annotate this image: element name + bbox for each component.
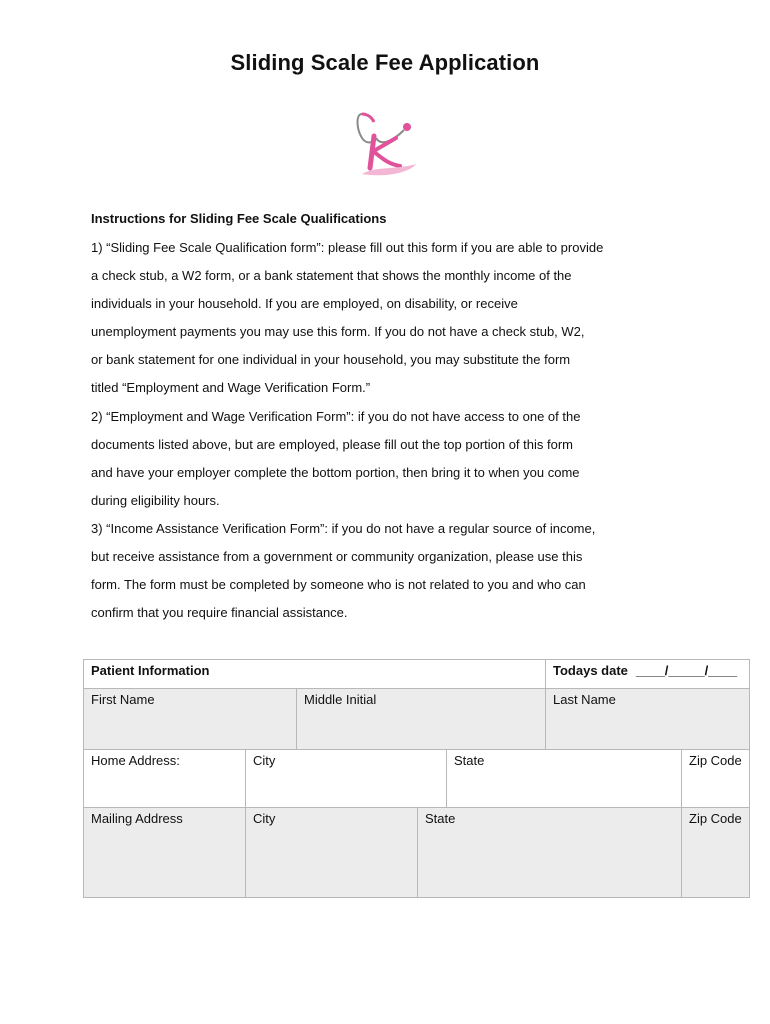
mailing-state-field[interactable]: [418, 808, 682, 898]
instructions-line: form. The form must be completed by someone who is not related to you and who can: [91, 577, 586, 593]
instructions-line: confirm that you require financial assistance.: [91, 605, 348, 621]
mailing-zip-field[interactable]: [682, 808, 750, 898]
instructions-line: a check stub, a W2 form, or a bank statement that shows the monthly income of the: [91, 268, 572, 284]
last-name-field[interactable]: [546, 689, 750, 750]
instructions-line: documents listed above, but are employed, please fill out the top portion of this form: [91, 436, 573, 452]
instructions-line: or bank statement for one individual in your household, you may substitute the form: [91, 352, 571, 368]
page-title: Sliding Scale Fee Application: [230, 50, 540, 75]
first-name-label: First Name: [91, 692, 155, 707]
last-name-label: Last Name: [553, 692, 616, 707]
home-zip-field[interactable]: [682, 750, 750, 808]
todays-date-field[interactable]: ____/_____/____: [635, 663, 738, 678]
patient-information-form: [83, 659, 750, 898]
instructions-line: during eligibility hours.: [91, 492, 220, 508]
instructions-line: titled “Employment and Wage Verification Form.”: [91, 380, 371, 396]
home-address-field[interactable]: [84, 750, 246, 808]
home-zip-label: Zip Code: [689, 753, 742, 768]
instructions-line: 1) “Sliding Fee Scale Qualification form”: please fill out this form if you are able to provide: [91, 240, 604, 255]
home-city-label: City: [253, 753, 276, 768]
mailing-state-label: State: [425, 811, 456, 826]
instructions-line: 2) “Employment and Wage Verification Form”: if you do not have access to one of the: [91, 408, 581, 424]
mailing-address-label: Mailing Address: [91, 811, 183, 826]
instructions-line: unemployment payments you may use this form. If you do not have a check stub, W2,: [91, 324, 585, 340]
todays-date-cell[interactable]: [546, 660, 750, 689]
home-state-label: State: [454, 753, 485, 768]
middle-initial-label: Middle Initial: [304, 692, 377, 707]
instructions-line: 3) “Income Assistance Verification Form”: if you do not have a regular source of income,: [91, 520, 596, 536]
instructions-line: but receive assistance from a government or community organization, please use this: [91, 549, 583, 565]
instructions-line: and have your employer complete the bottom portion, then bring it to when you come: [91, 464, 580, 480]
instructions-section: [91, 206, 691, 627]
middle-initial-field[interactable]: [297, 689, 546, 750]
patient-information-header: [84, 660, 546, 689]
patient-information-label: Patient Information: [91, 663, 210, 678]
mailing-city-label: City: [253, 811, 276, 826]
stethoscope-k-logo-icon: [352, 108, 422, 180]
mailing-zip-label: Zip Code: [689, 811, 742, 826]
mailing-address-field[interactable]: [84, 808, 246, 898]
instructions-line: individuals in your household. If you are employed, on disability, or receive: [91, 296, 518, 312]
instructions-heading: Instructions for Sliding Fee Scale Qualifications: [91, 211, 387, 226]
home-state-field[interactable]: [447, 750, 682, 808]
home-address-label: Home Address:: [91, 753, 180, 768]
todays-date-label: Todays date: [553, 663, 628, 678]
first-name-field[interactable]: [84, 689, 297, 750]
home-city-field[interactable]: [246, 750, 447, 808]
mailing-city-field[interactable]: [246, 808, 418, 898]
